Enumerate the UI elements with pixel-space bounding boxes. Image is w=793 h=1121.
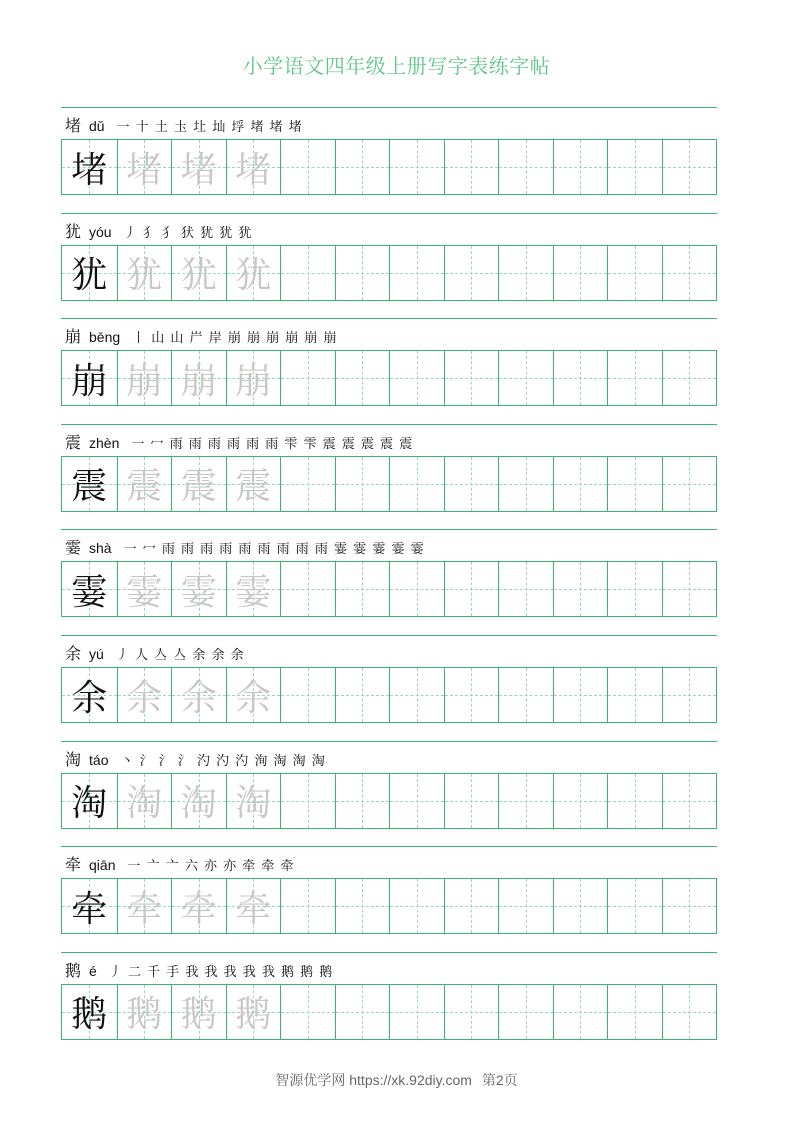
model-character: 犹 <box>71 255 108 297</box>
trace-character: 震 <box>126 466 163 508</box>
footer <box>0 1070 793 1090</box>
stroke-order: 丿 犭 犭 犾 犹 犹 犹 <box>123 225 253 241</box>
empty-practice-cell <box>662 774 717 828</box>
row-divider <box>61 529 717 530</box>
stroke-order: 丿 二 千 手 我 我 我 我 我 鹅 鹅 鹅 <box>108 964 334 980</box>
trace-character-cell <box>117 246 172 300</box>
row-divider <box>61 213 717 214</box>
footer-site: 智源优学网 https://xk.92diy.com <box>275 1072 472 1088</box>
trace-character-cell <box>226 351 281 405</box>
row-header <box>65 430 413 452</box>
empty-practice-cell <box>280 140 335 194</box>
stroke-order: 丿 人 亼 亼 余 余 余 <box>115 648 245 663</box>
trace-character-cell <box>117 774 172 828</box>
header-character: 牵 <box>65 855 82 875</box>
empty-practice-cell <box>553 351 608 405</box>
empty-practice-cell <box>444 562 499 616</box>
pinyin: táo <box>89 751 109 768</box>
empty-practice-cell <box>444 985 499 1039</box>
model-character: 崩 <box>71 360 108 402</box>
model-character-cell <box>62 457 117 511</box>
empty-practice-cell <box>444 457 499 511</box>
empty-practice-cell <box>335 457 390 511</box>
empty-practice-cell <box>553 879 608 933</box>
empty-practice-cell <box>662 985 717 1039</box>
empty-practice-cell <box>389 246 444 300</box>
pinyin: shà <box>89 540 112 557</box>
empty-practice-cell <box>553 457 608 511</box>
writing-grid <box>61 139 717 195</box>
empty-practice-cell <box>553 140 608 194</box>
empty-practice-cell <box>280 879 335 933</box>
empty-practice-cell <box>444 140 499 194</box>
empty-practice-cell <box>444 246 499 300</box>
model-character-cell <box>62 774 117 828</box>
writing-grid <box>61 667 717 723</box>
empty-practice-cell <box>444 351 499 405</box>
trace-character: 震 <box>235 466 272 508</box>
stroke-order: 一 冖 雨 雨 雨 雨 雨 雨 雫 雫 震 震 震 震 震 <box>131 436 414 452</box>
empty-practice-cell <box>335 774 390 828</box>
writing-grid <box>61 773 717 829</box>
model-character: 震 <box>71 466 108 508</box>
empty-practice-cell <box>662 562 717 616</box>
trace-character-cell <box>171 457 226 511</box>
empty-practice-cell <box>553 562 608 616</box>
empty-practice-cell <box>607 562 662 616</box>
model-character-cell <box>62 562 117 616</box>
trace-character: 崩 <box>235 360 272 402</box>
trace-character-cell <box>117 668 172 722</box>
trace-character-cell <box>117 879 172 933</box>
writing-grid <box>61 878 717 934</box>
trace-character: 鹅 <box>126 994 163 1036</box>
model-character-cell <box>62 246 117 300</box>
pinyin: zhèn <box>89 434 120 451</box>
pinyin: qiān <box>89 857 116 874</box>
header-character: 犹 <box>65 221 82 241</box>
trace-character: 犹 <box>180 255 217 297</box>
empty-practice-cell <box>553 985 608 1039</box>
trace-character-cell <box>226 774 281 828</box>
empty-practice-cell <box>498 246 553 300</box>
stroke-order: 丶 氵 氵 氵 汋 汋 汋 洵 淘 淘 淘 <box>120 753 326 769</box>
trace-character-cell <box>226 879 281 933</box>
model-character-cell <box>62 985 117 1039</box>
header-character: 余 <box>65 644 82 663</box>
model-character: 霎 <box>71 571 108 613</box>
row-divider <box>61 952 717 953</box>
trace-character-cell <box>117 140 172 194</box>
trace-character-cell <box>171 246 226 300</box>
trace-character: 鹅 <box>180 994 217 1036</box>
pinyin: bēng <box>89 329 121 346</box>
empty-practice-cell <box>335 668 390 722</box>
empty-practice-cell <box>280 985 335 1039</box>
trace-character: 堵 <box>126 149 163 191</box>
trace-character-cell <box>226 562 281 616</box>
trace-character: 余 <box>235 677 272 719</box>
trace-character: 霎 <box>126 571 163 613</box>
model-character-cell <box>62 668 117 722</box>
empty-practice-cell <box>335 246 390 300</box>
pinyin: dǔ <box>89 118 105 134</box>
row-header <box>65 641 245 663</box>
model-character-cell <box>62 140 117 194</box>
empty-practice-cell <box>498 351 553 405</box>
header-character: 震 <box>65 432 82 452</box>
trace-character: 犹 <box>126 255 163 297</box>
empty-practice-cell <box>662 879 717 933</box>
empty-practice-cell <box>389 774 444 828</box>
empty-practice-cell <box>389 668 444 722</box>
row-header <box>65 535 425 557</box>
empty-practice-cell <box>607 351 662 405</box>
empty-practice-cell <box>444 879 499 933</box>
empty-practice-cell <box>389 985 444 1039</box>
trace-character-cell <box>171 140 226 194</box>
page-title: 小学语文四年级上册写字表练字帖 <box>242 54 551 78</box>
empty-practice-cell <box>607 246 662 300</box>
trace-character: 余 <box>126 677 163 719</box>
row-divider <box>61 846 717 847</box>
empty-practice-cell <box>553 246 608 300</box>
trace-character-cell <box>226 457 281 511</box>
empty-practice-cell <box>607 457 662 511</box>
empty-practice-cell <box>335 879 390 933</box>
row-divider <box>61 741 717 742</box>
pinyin: yú <box>89 646 104 662</box>
empty-practice-cell <box>607 879 662 933</box>
trace-character: 堵 <box>180 149 217 191</box>
empty-practice-cell <box>389 457 444 511</box>
trace-character-cell <box>171 351 226 405</box>
writing-grid <box>61 984 717 1040</box>
empty-practice-cell <box>553 668 608 722</box>
empty-practice-cell <box>280 562 335 616</box>
trace-character-cell <box>226 140 281 194</box>
trace-character-cell <box>226 985 281 1039</box>
trace-character-cell <box>171 879 226 933</box>
row-header <box>65 852 295 874</box>
empty-practice-cell <box>662 668 717 722</box>
empty-practice-cell <box>444 774 499 828</box>
trace-character: 堵 <box>235 149 272 191</box>
trace-character-cell <box>226 668 281 722</box>
empty-practice-cell <box>280 457 335 511</box>
empty-practice-cell <box>280 246 335 300</box>
header-character: 堵 <box>65 116 82 135</box>
empty-practice-cell <box>498 668 553 722</box>
empty-practice-cell <box>280 668 335 722</box>
trace-character: 霎 <box>235 571 272 613</box>
trace-character-cell <box>117 457 172 511</box>
writing-grid <box>61 561 717 617</box>
trace-character-cell <box>117 985 172 1039</box>
row-header <box>65 747 326 769</box>
empty-practice-cell <box>389 351 444 405</box>
empty-practice-cell <box>335 985 390 1039</box>
empty-practice-cell <box>662 140 717 194</box>
empty-practice-cell <box>389 562 444 616</box>
trace-character: 淘 <box>235 783 272 825</box>
trace-character: 鹅 <box>235 994 272 1036</box>
row-header <box>65 113 303 135</box>
header-character: 崩 <box>65 327 82 347</box>
empty-practice-cell <box>553 774 608 828</box>
empty-practice-cell <box>662 246 717 300</box>
row-divider <box>61 635 717 636</box>
row-header <box>65 324 338 346</box>
model-character-cell <box>62 351 117 405</box>
trace-character-cell <box>171 668 226 722</box>
writing-grid <box>61 245 717 301</box>
stroke-order: 一 冖 雨 雨 雨 雨 雨 雨 雨 雨 雨 霎 霎 霎 霎 霎 <box>123 542 425 558</box>
trace-character-cell <box>171 985 226 1039</box>
stroke-order: 一 亠 亠 六 亦 亦 牵 牵 牵 <box>127 859 295 875</box>
model-character: 堵 <box>71 149 108 191</box>
empty-practice-cell <box>662 351 717 405</box>
empty-practice-cell <box>280 774 335 828</box>
empty-practice-cell <box>498 140 553 194</box>
stroke-order: 一 十 土 圡 圵 圸 垺 堵 堵 堵 <box>116 120 303 135</box>
empty-practice-cell <box>607 668 662 722</box>
pinyin: é <box>89 962 97 979</box>
empty-practice-cell <box>335 140 390 194</box>
empty-practice-cell <box>607 985 662 1039</box>
trace-character: 牵 <box>180 888 217 930</box>
trace-character-cell <box>117 562 172 616</box>
empty-practice-cell <box>607 774 662 828</box>
row-divider <box>61 107 717 108</box>
model-character: 牵 <box>71 888 108 930</box>
row-header <box>65 219 252 241</box>
stroke-order: 丨 山 山 屵 岸 崩 崩 崩 崩 崩 崩 <box>132 331 338 347</box>
row-divider <box>61 424 717 425</box>
model-character: 余 <box>71 677 108 719</box>
empty-practice-cell <box>389 879 444 933</box>
empty-practice-cell <box>498 774 553 828</box>
trace-character: 崩 <box>126 360 163 402</box>
trace-character: 牵 <box>126 888 163 930</box>
model-character-cell <box>62 879 117 933</box>
empty-practice-cell <box>335 562 390 616</box>
trace-character: 余 <box>180 677 217 719</box>
page-number: 第2页 <box>481 1072 518 1088</box>
pinyin: yóu <box>89 223 112 240</box>
empty-practice-cell <box>444 668 499 722</box>
row-divider <box>61 318 717 319</box>
empty-practice-cell <box>498 457 553 511</box>
trace-character: 霎 <box>180 571 217 613</box>
trace-character: 牵 <box>235 888 272 930</box>
header-character: 淘 <box>65 749 82 769</box>
trace-character: 犹 <box>235 255 272 297</box>
trace-character-cell <box>171 774 226 828</box>
empty-practice-cell <box>607 140 662 194</box>
empty-practice-cell <box>662 457 717 511</box>
trace-character: 震 <box>180 466 217 508</box>
empty-practice-cell <box>498 562 553 616</box>
trace-character-cell <box>171 562 226 616</box>
trace-character: 淘 <box>180 783 217 825</box>
trace-character: 淘 <box>126 783 163 825</box>
writing-grid <box>61 350 717 406</box>
trace-character: 崩 <box>180 360 217 402</box>
header-character: 霎 <box>65 538 82 558</box>
writing-grid <box>61 456 717 512</box>
empty-practice-cell <box>280 351 335 405</box>
trace-character-cell <box>226 246 281 300</box>
model-character: 鹅 <box>71 994 108 1036</box>
trace-character-cell <box>117 351 172 405</box>
empty-practice-cell <box>389 140 444 194</box>
header-character: 鹅 <box>65 960 82 980</box>
model-character: 淘 <box>71 783 108 825</box>
row-header <box>65 958 333 980</box>
empty-practice-cell <box>498 879 553 933</box>
empty-practice-cell <box>498 985 553 1039</box>
empty-practice-cell <box>335 351 390 405</box>
